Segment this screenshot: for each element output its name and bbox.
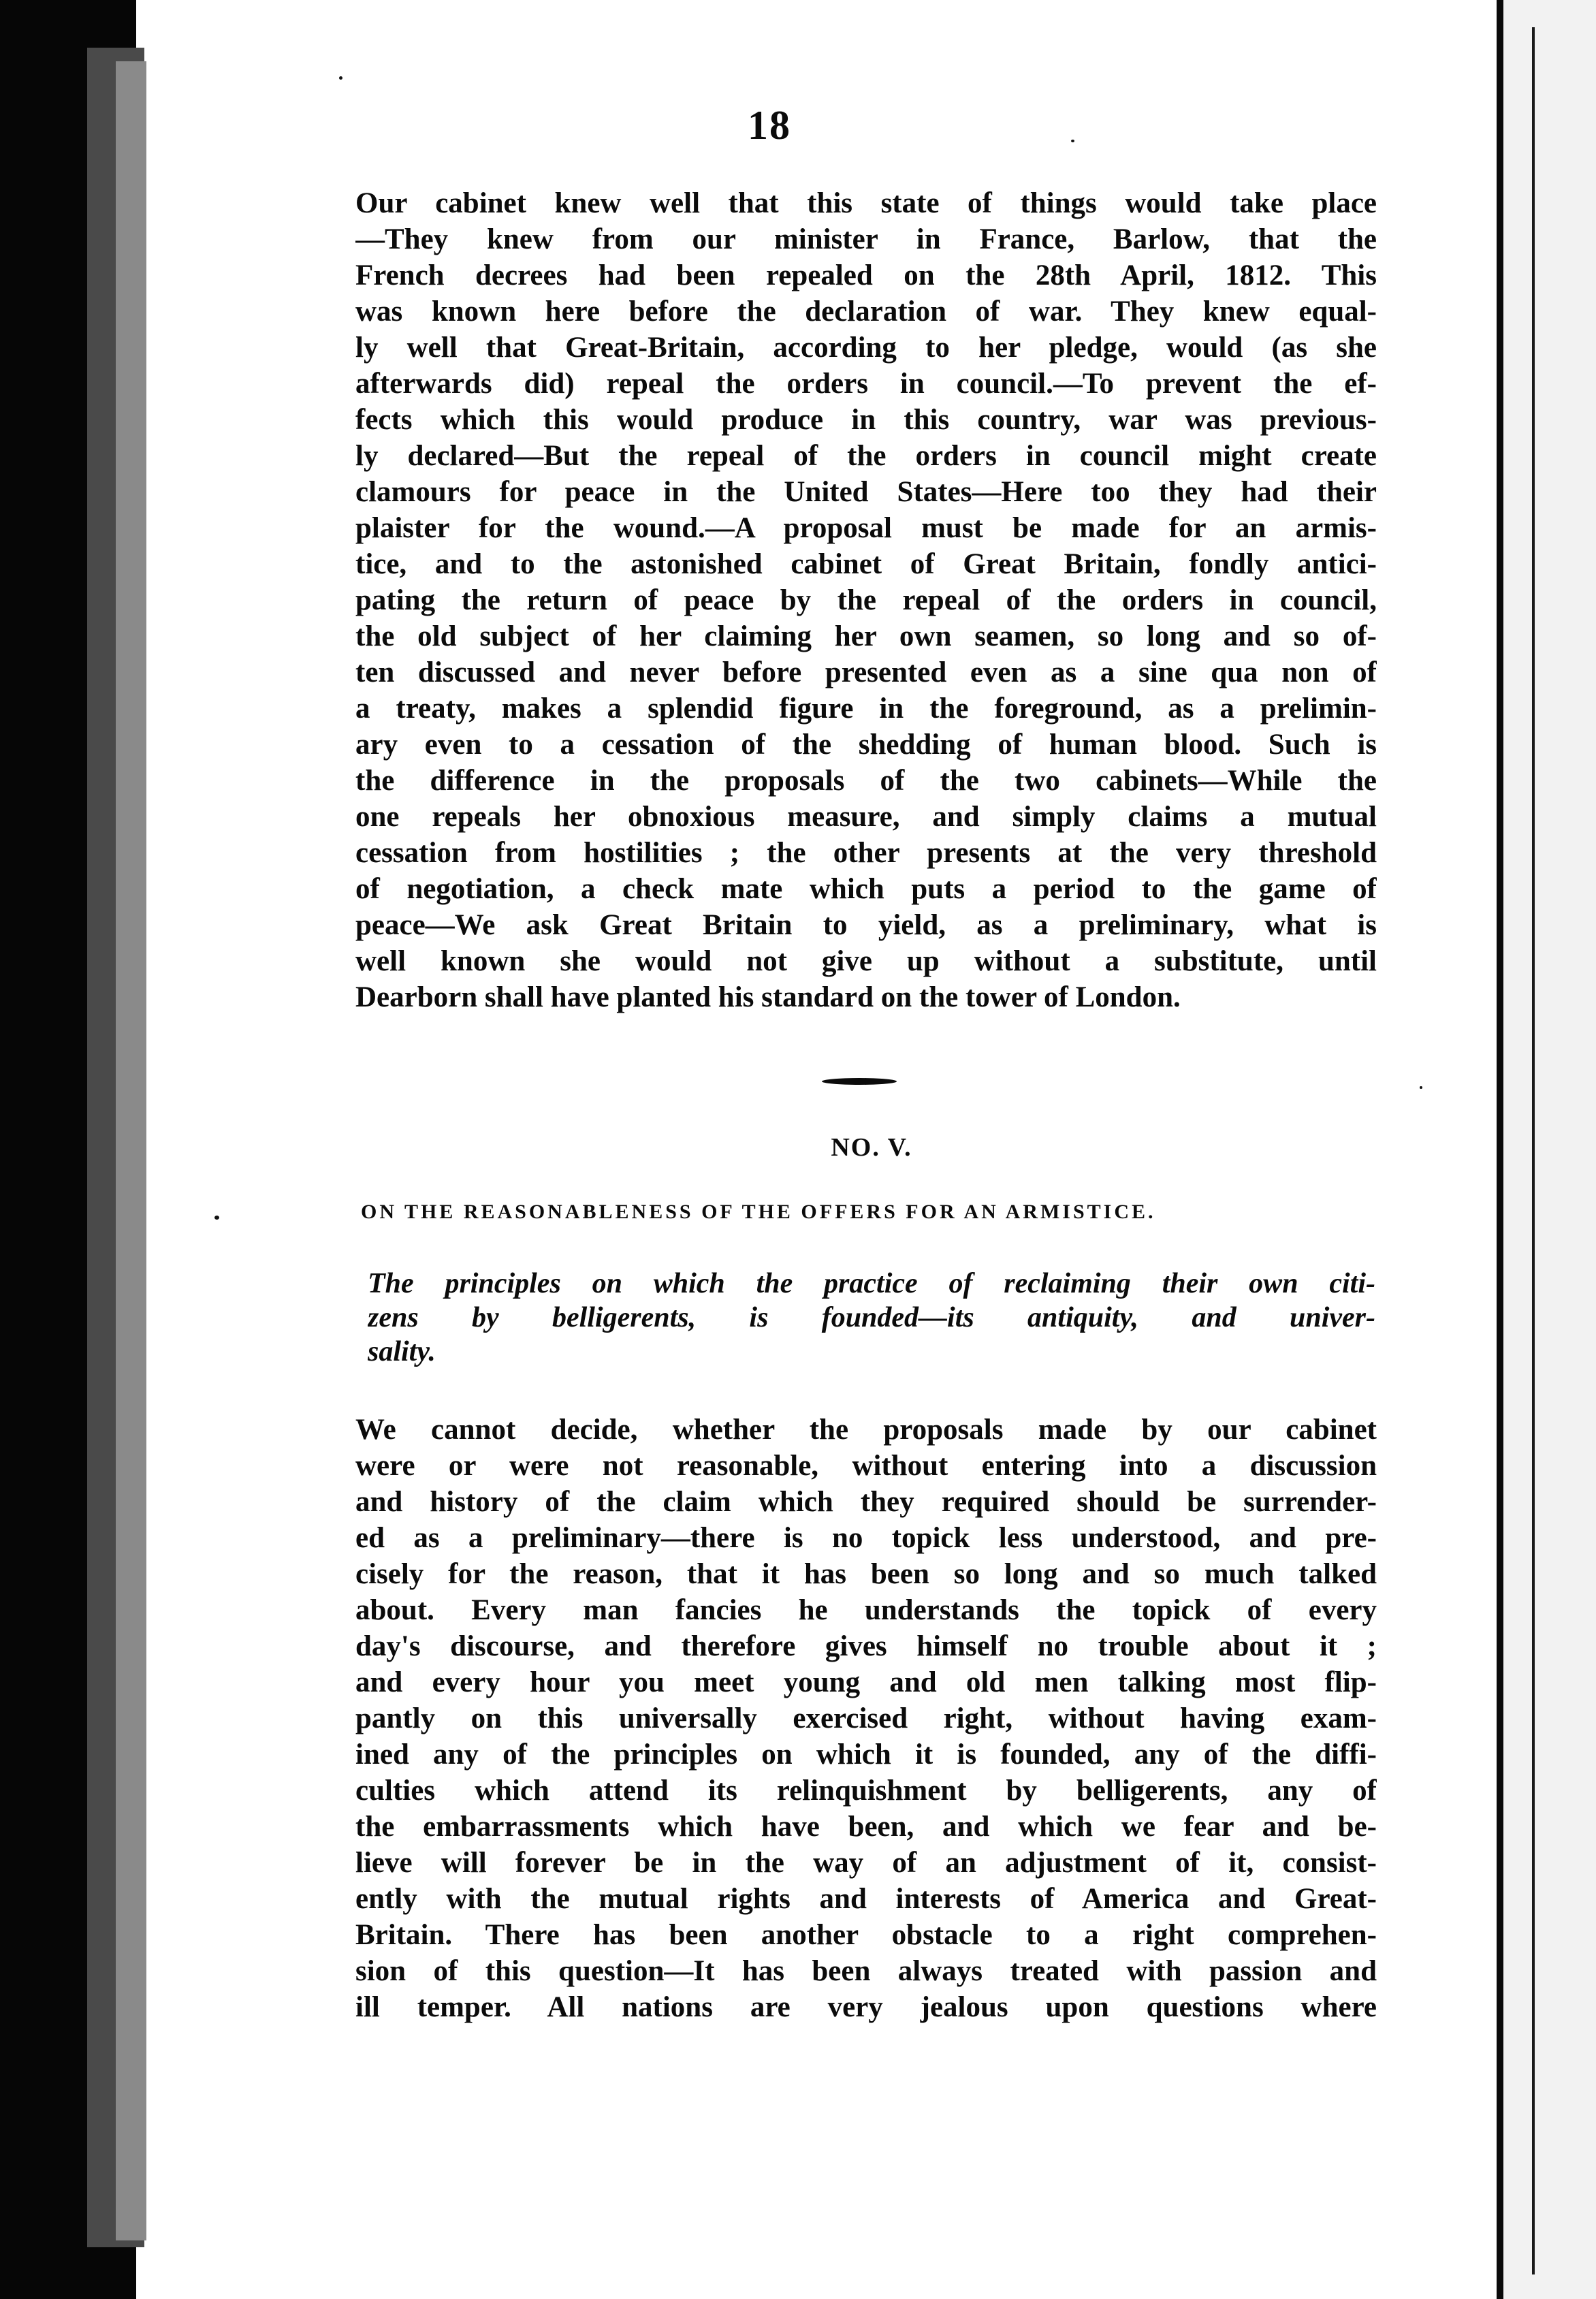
text-line: clamours for peace in the United States—Here too they had their	[355, 476, 1377, 508]
text-line: ly declared—But the repeal of the orders in council might create	[355, 440, 1377, 472]
scan-speck	[1420, 1086, 1422, 1089]
text-line: culties which attend its relinquishment by belligerents, any of	[355, 1775, 1377, 1807]
paragraph-1	[355, 185, 1377, 1015]
text-line: pantly on this universally exercised right, without having exam-	[355, 1702, 1377, 1734]
text-line: ly well that Great-Britain, according to her pledge, would (as she	[355, 332, 1377, 364]
scan-speck	[339, 76, 342, 80]
text-line: Dearborn shall have planted his standard on the tower of London.	[355, 981, 1181, 1013]
text-line: was known here before the declaration of war. They knew equal-	[355, 296, 1377, 328]
text-line: ined any of the principles on which it is founded, any of the diffi-	[355, 1739, 1377, 1771]
text-line: French decrees had been repealed on the 28th April, 1812. This	[355, 259, 1377, 291]
text-line: the difference in the proposals of the two cabinets—While the	[355, 765, 1377, 797]
adjacent-page-edge	[1532, 27, 1535, 2274]
binding-gutter-highlight	[116, 61, 146, 2240]
page-number: 18	[748, 103, 791, 148]
text-line: and history of the claim which they required should be surrender-	[355, 1486, 1377, 1518]
text-line: cisely for the reason, that it has been so long and so much talked	[355, 1558, 1377, 1590]
summary-line: sality.	[368, 1336, 436, 1367]
summary-line: zens by belligerents, is founded—its antiquity, and univer-	[368, 1302, 1375, 1333]
text-line: the embarrassments which have been, and which we fear and be-	[355, 1811, 1377, 1843]
text-line: cessation from hostilities ; the other presents at the very threshold	[355, 837, 1377, 869]
page-edge	[1497, 0, 1503, 2299]
section-summary	[368, 1267, 1375, 1369]
text-line: —They knew from our minister in France, Barlow, that the	[355, 223, 1377, 255]
scan-speck	[1071, 140, 1074, 142]
text-line: lieve will forever be in the way of an adjustment of it, consist-	[355, 1847, 1377, 1879]
text-line: about. Every man fancies he understands the topick of every	[355, 1594, 1377, 1626]
section-divider	[822, 1078, 897, 1085]
text-line: afterwards did) repeal the orders in council.—To prevent the ef-	[355, 368, 1377, 400]
text-line: ed as a preliminary—there is no topick less understood, and pre-	[355, 1522, 1377, 1554]
text-line: fects which this would produce in this country, war was previous-	[355, 404, 1377, 436]
summary-line: The principles on which the practice of reclaiming their own citi-	[368, 1268, 1375, 1299]
text-line: day's discourse, and therefore gives himself no trouble about it ;	[355, 1630, 1377, 1662]
text-line: ten discussed and never before presented even as a sine qua non of	[355, 656, 1377, 688]
text-line: of negotiation, a check mate which puts a period to the game of	[355, 873, 1377, 905]
text-line: Britain. There has been another obstacle to a right comprehen-	[355, 1919, 1377, 1951]
adjacent-page	[1503, 0, 1596, 2299]
text-line: one repeals her obnoxious measure, and simply claims a mutual	[355, 801, 1377, 833]
text-line: sion of this question—It has been always treated with passion and	[355, 1955, 1377, 1987]
paragraph-2	[355, 1412, 1377, 2025]
text-line: We cannot decide, whether the proposals made by our cabinet	[355, 1414, 1377, 1446]
text-line: peace—We ask Great Britain to yield, as a preliminary, what is	[355, 909, 1377, 941]
text-line: ently with the mutual rights and interests of America and Great-	[355, 1883, 1377, 1915]
text-line: were or were not reasonable, without entering into a discussion	[355, 1450, 1377, 1482]
section-title: ON THE REASONABLENESS OF THE OFFERS FOR AN ARMISTICE.	[361, 1201, 1156, 1223]
text-line: pating the return of peace by the repeal of the orders in council,	[355, 584, 1377, 616]
text-line: ill temper. All nations are very jealous upon questions where	[355, 1991, 1377, 2023]
text-line: and every hour you meet young and old men talking most flip-	[355, 1666, 1377, 1698]
text-line: plaister for the wound.—A proposal must be made for an armis-	[355, 512, 1377, 544]
section-number: NO. V.	[831, 1133, 912, 1162]
text-line: ary even to a cessation of the shedding of human blood. Such is	[355, 729, 1377, 761]
text-line: well known she would not give up without a substitute, until	[355, 945, 1377, 977]
scan-speck	[214, 1216, 219, 1220]
text-line: Our cabinet knew well that this state of things would take place	[355, 187, 1377, 219]
text-line: tice, and to the astonished cabinet of Great Britain, fondly antici-	[355, 548, 1377, 580]
text-line: the old subject of her claiming her own seamen, so long and so of-	[355, 620, 1377, 652]
text-line: a treaty, makes a splendid figure in the foreground, as a prelimin-	[355, 693, 1377, 725]
